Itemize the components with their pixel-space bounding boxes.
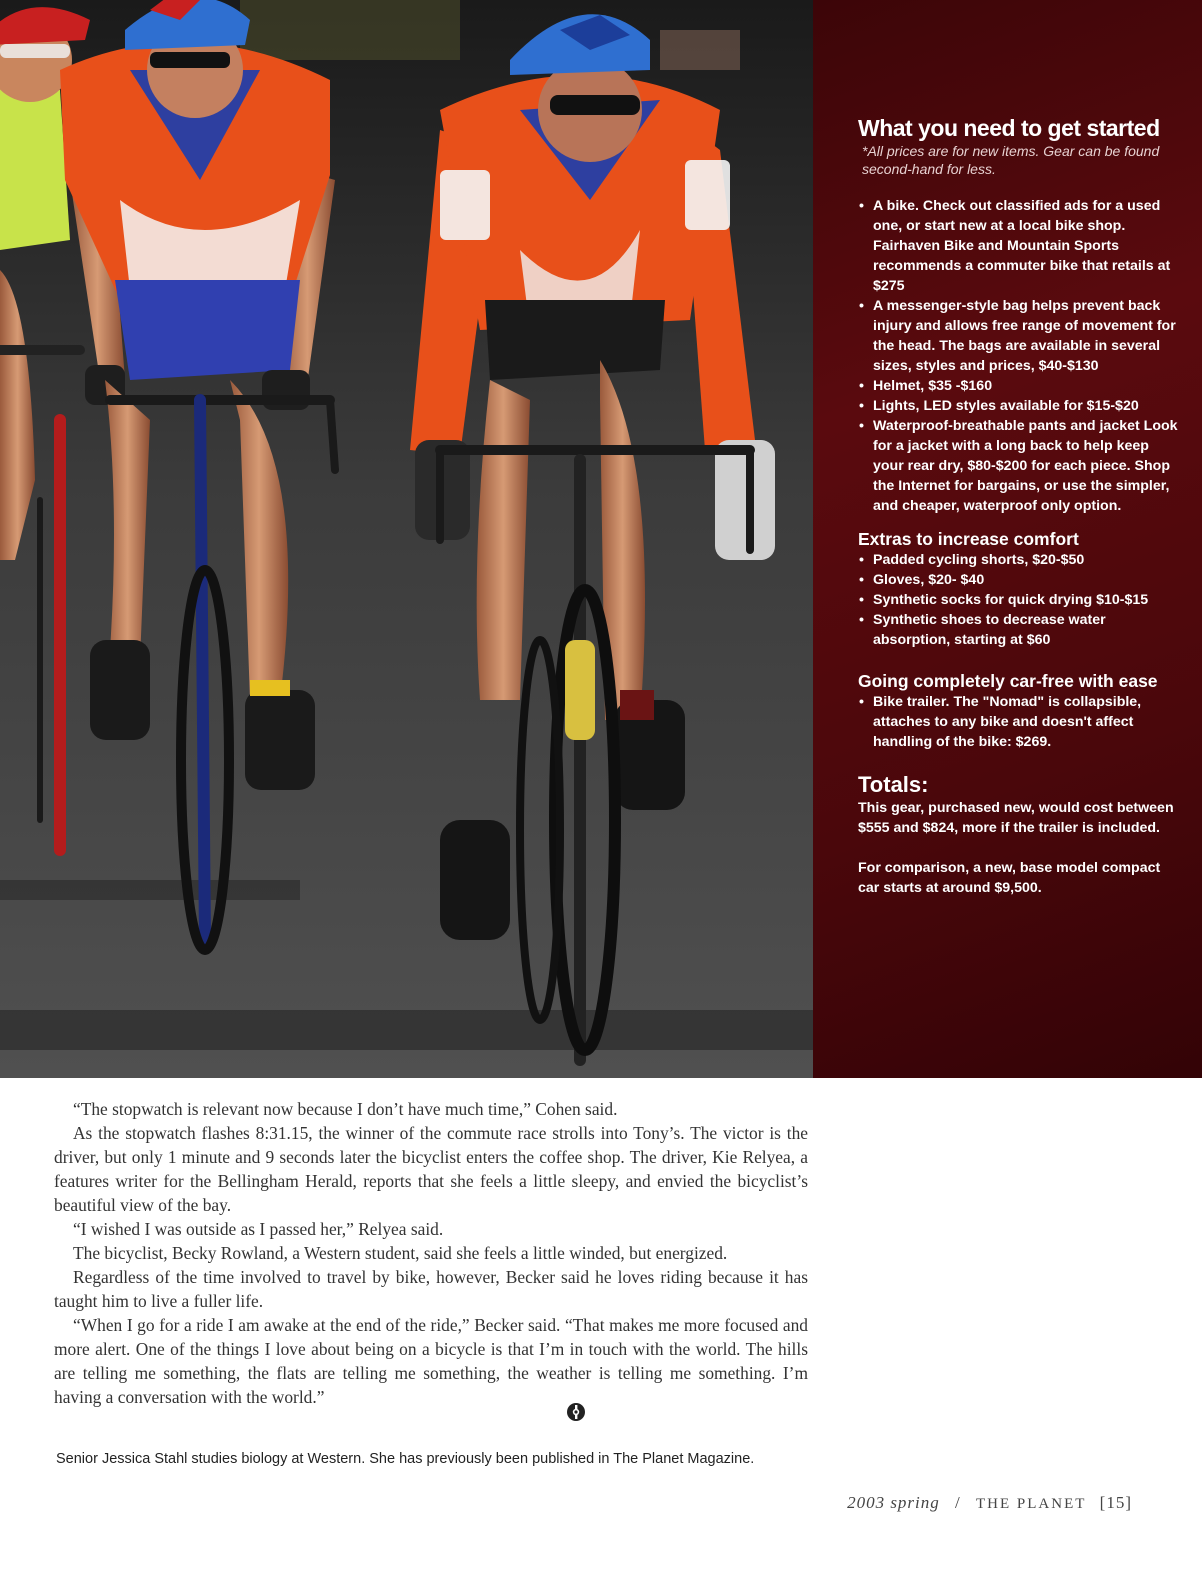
list-item: • A bike. Check out classified ads for a used one, or start new at a local bike shop. Fairhaven Bike and Mountain Sports recommends a commuter bike that retails at $275 [858, 196, 1182, 296]
sidebar-title: What you need to get started [858, 115, 1160, 141]
extras-heading: Extras to increase comfort [858, 529, 1079, 549]
article-paragraph: Regardless of the time involved to travel by bike, however, Becker said he loves riding because it has taught him to live a fuller life. [54, 1267, 808, 1311]
page-folio [847, 1493, 1132, 1513]
list-item: • Synthetic shoes to decrease water absorption, starting at $60 [858, 610, 1182, 650]
carfree-list [858, 692, 1182, 752]
article-paragraph: “The stopwatch is relevant now because I don’t have much time,” Cohen said. [73, 1099, 618, 1119]
folio-separator: / [955, 1493, 961, 1512]
list-item: • Padded cycling shorts, $20-$50 [858, 550, 1182, 570]
carfree-heading: Going completely car-free with ease [858, 671, 1158, 691]
totals-heading: Totals: [858, 772, 929, 797]
cyclists-illustration [0, 0, 813, 1078]
comparison-text: For comparison, a new, base model compact car starts at around $9,500. [858, 860, 1161, 896]
list-item: • Waterproof-breathable pants and jacket Look for a jacket with a long back to help keep your rear dry, $80-$200 for each piece. Shop the Internet for bargains, or use the simpler, and cheaper, waterproof only option. [858, 416, 1182, 516]
starter-gear-list [858, 196, 1182, 516]
gear-sidebar [813, 0, 1202, 1078]
article-paragraph: The bicyclist, Becky Rowland, a Western student, said she feels a little winded, but energized. [73, 1243, 728, 1263]
page-number: [15] [1099, 1493, 1132, 1512]
totals-text: This gear, purchased new, would cost between $555 and $824, more if the trailer is included. [858, 800, 1174, 836]
article-paragraph: As the stopwatch flashes 8:31.15, the winner of the commute race strolls into Tony’s. The victor is the driver, but only 1 minute and 9 seconds later the bicyclist enters the coffee shop. The driver, Kie Relyea, a features writer for the Bellingham Herald, reports that she feels a little sleepy, and envied the bicyclist’s beautiful view of the bay. [54, 1123, 808, 1215]
list-item: • A messenger-style bag helps prevent back injury and allows free range of movement for the head. The bags are available in several sizes, styles and prices, $40-$130 [858, 296, 1182, 376]
cyclists-photo [0, 0, 813, 1078]
end-of-story-icon [567, 1403, 585, 1421]
article-paragraph: “When I go for a ride I am awake at the end of the ride,” Becker said. “That makes me more focused and more alert. One of the things I love about being on a bicycle is that I’m in touch with the world. The hills are telling me something, the flats are telling me something, the weather is telling me something. I’m having a conversation with the world.” [54, 1315, 808, 1407]
article-body [54, 1097, 808, 1409]
magazine-name: THE PLANET [976, 1496, 1087, 1512]
sidebar-price-note: *All prices are for new items. Gear can be found second-hand for less. [862, 143, 1160, 177]
list-item: • Bike trailer. The "Nomad" is collapsible, attaches to any bike and doesn't affect handling of the bike: $269. [858, 692, 1182, 752]
article-paragraph: “I wished I was outside as I passed her,” Relyea said. [73, 1219, 444, 1239]
list-item: • Helmet, $35 -$160 [858, 376, 1182, 396]
list-item: • Lights, LED styles available for $15-$20 [858, 396, 1182, 416]
list-item: • Synthetic socks for quick drying $10-$15 [858, 590, 1182, 610]
list-item: • Gloves, $20- $40 [858, 570, 1182, 590]
author-byline: Senior Jessica Stahl studies biology at Western. She has previously been published in The Planet Magazine. [56, 1451, 755, 1467]
issue-label: 2003 spring [847, 1493, 940, 1512]
extras-list [858, 550, 1182, 650]
